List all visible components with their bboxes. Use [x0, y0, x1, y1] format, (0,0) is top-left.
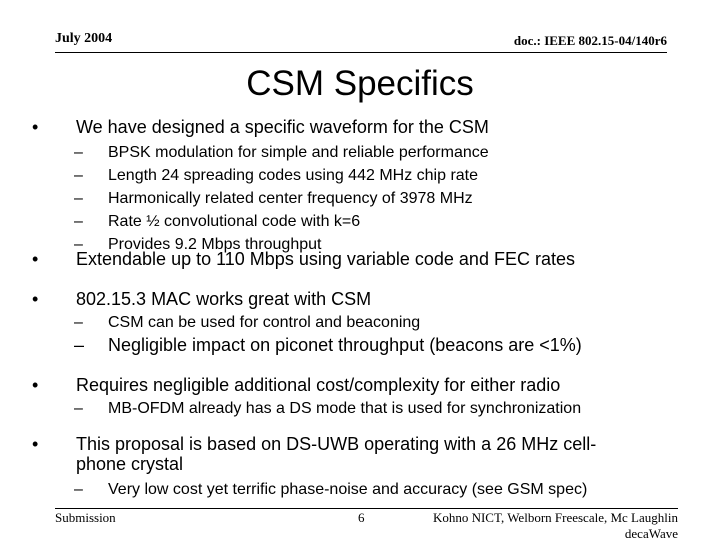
sub-item: [74, 334, 582, 357]
footer-authors-line-2: decaWave: [624, 526, 678, 541]
dash-marker: –: [74, 190, 83, 207]
bullet-4: [28, 375, 676, 396]
footer-submission: Submission: [55, 510, 116, 525]
bullet-text: Requires negligible additional cost/complexity for either radio: [76, 375, 561, 395]
bullet-5: [28, 434, 676, 474]
bullet-marker: •: [32, 249, 39, 269]
dash-marker: –: [74, 481, 83, 498]
bullet-text: Extendable up to 110 Mbps using variable code and FEC rates: [76, 249, 575, 269]
bullet-marker: •: [32, 434, 39, 454]
sub-item-text: Negligible impact on piconet throughput (beacons are <1%): [108, 335, 582, 355]
footer-authors-line-1: Kohno NICT, Welborn Freescale, Mc Laughlin: [432, 510, 678, 525]
dash-marker: –: [74, 213, 83, 230]
slide-title: CSM Specifics: [246, 64, 474, 103]
bullet-marker: •: [32, 117, 39, 137]
dash-marker: –: [74, 314, 83, 331]
sub-item: [74, 478, 587, 501]
footer-divider: [55, 508, 678, 509]
page-number: 6: [358, 510, 365, 525]
dash-marker: –: [74, 144, 83, 161]
bullet-5-subitem-1: [74, 478, 587, 501]
bullet-3: [28, 289, 676, 310]
sub-item: [74, 210, 489, 233]
dash-marker: –: [74, 167, 83, 184]
bullet-3-subitem-1: [74, 311, 420, 334]
bullet-text-line-2: phone crystal: [76, 454, 184, 474]
bullet-4-subitem-1: [74, 397, 581, 420]
bullet-2: [28, 249, 676, 270]
sub-item-text: BPSK modulation for simple and reliable performance: [108, 144, 489, 161]
sub-item-text: MB-OFDM already has a DS mode that is used for synchronization: [108, 400, 582, 417]
header-date: July 2004: [55, 31, 113, 46]
bullet-1: [28, 117, 676, 138]
sub-item: [74, 397, 581, 420]
sub-item-text: Provides 9.2 Mbps throughput: [108, 236, 322, 253]
sub-item: [74, 187, 489, 210]
dash-marker: –: [74, 400, 83, 417]
sub-item-text: Very low cost yet terrific phase-noise and accuracy (see GSM spec): [108, 481, 588, 498]
sub-item-text: Length 24 spreading codes using 442 MHz chip rate: [108, 167, 479, 184]
sub-item-text: Harmonically related center frequency of 3978 MHz: [108, 190, 473, 207]
bullet-marker: •: [32, 289, 39, 309]
sub-item: [74, 311, 420, 334]
header-doc-id: doc.: IEEE 802.15-04/140r6: [513, 33, 667, 48]
bullet-text: We have designed a specific waveform for the CSM: [76, 117, 489, 137]
bullet-3-subitem-2: [74, 334, 582, 357]
footer-authors: [378, 510, 678, 542]
dash-marker: –: [74, 335, 85, 355]
dash-marker: –: [74, 236, 83, 253]
sub-item: [74, 141, 489, 164]
bullet-text-line-1: This proposal is based on DS-UWB operating with a 26 MHz cell-: [76, 434, 597, 454]
bullet-text: 802.15.3 MAC works great with CSM: [76, 289, 372, 309]
header-divider: [55, 52, 667, 53]
bullet-1-subitems: [74, 141, 489, 256]
sub-item: [74, 164, 489, 187]
bullet-marker: •: [32, 375, 39, 395]
sub-item-text: Rate ½ convolutional code with k=6: [108, 213, 361, 230]
sub-item-text: CSM can be used for control and beaconing: [108, 314, 421, 331]
